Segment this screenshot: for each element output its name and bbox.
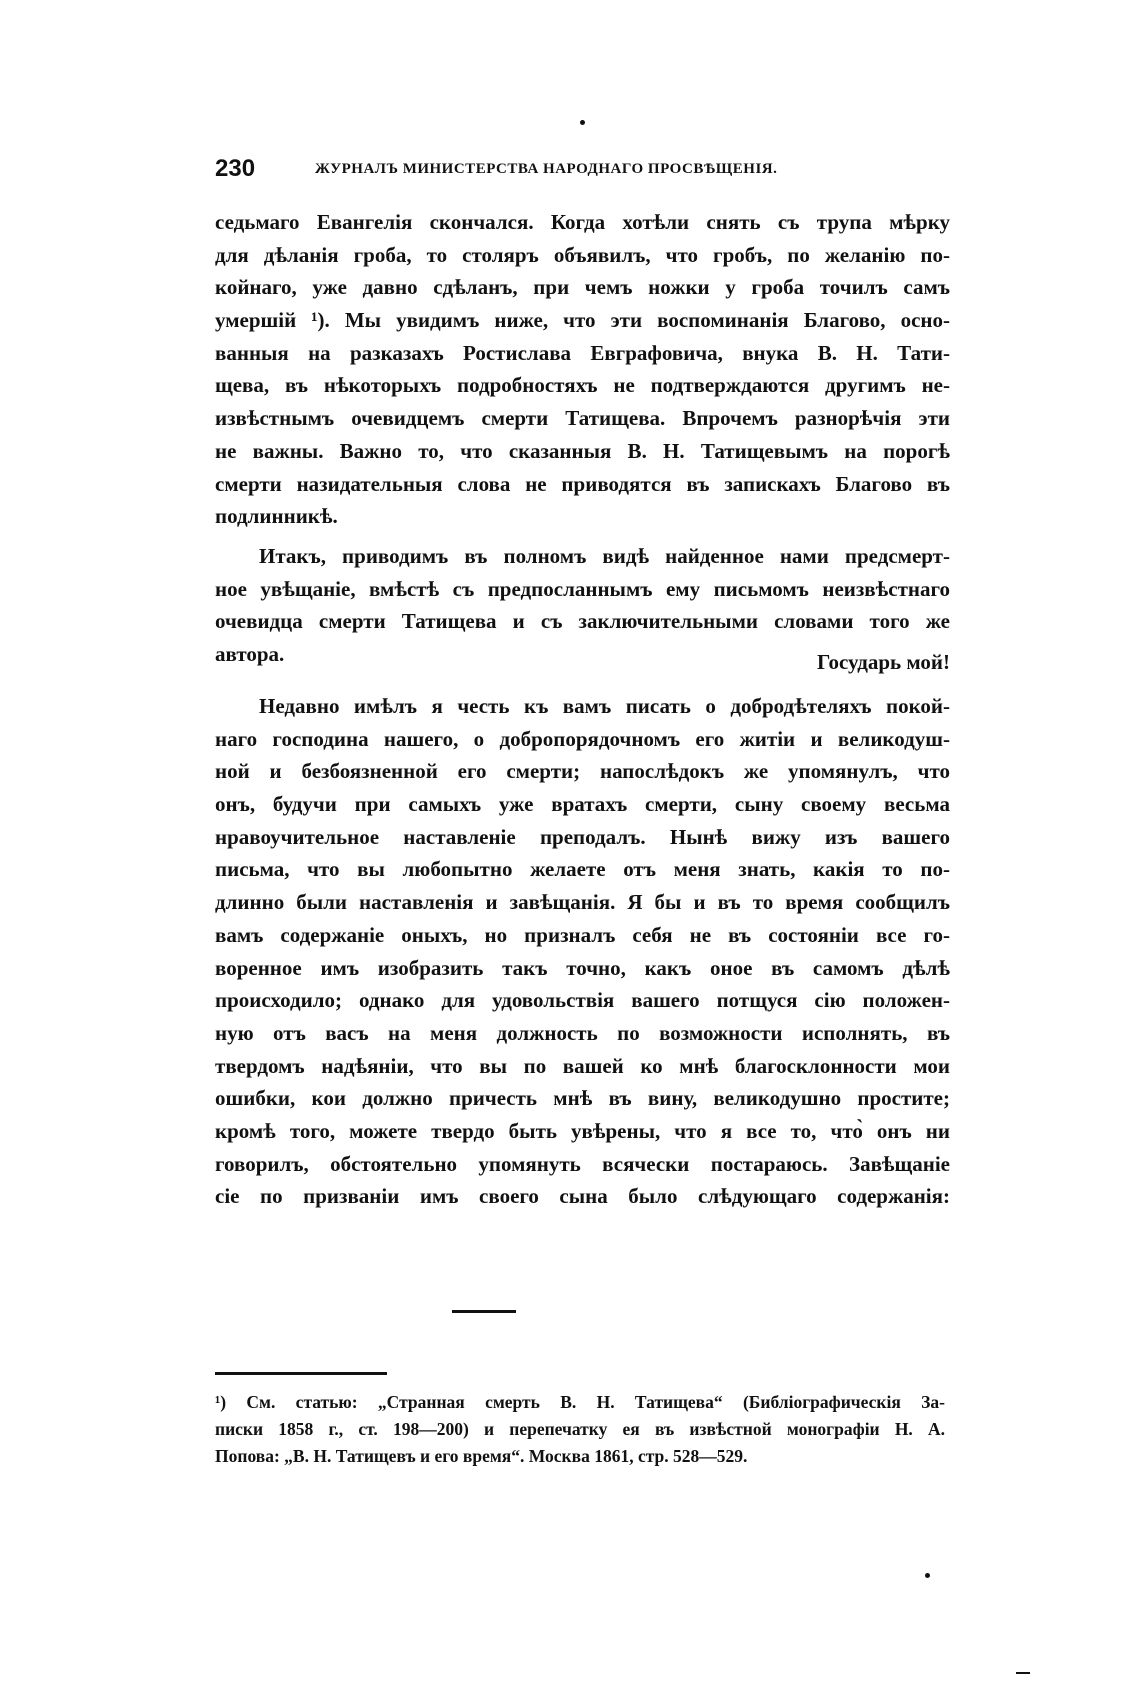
text-line: автора. [215, 642, 285, 667]
text-line: кромѣ того, можете твердо быть увѣрены, что я все то, что̀ онъ ни [215, 1118, 950, 1143]
scan-mark [1016, 1672, 1030, 1674]
text-line: происходило; однако для удовольствія вашего потщуся сію положен- [215, 988, 950, 1013]
text-line: смерти назидательныя слова не приводятся въ запискахъ Благово въ [215, 471, 950, 496]
letter-text [215, 690, 950, 1213]
text-line: очевидца смерти Татищева и съ заключительными словами того же [215, 609, 950, 634]
footnote-line: ¹) См. статью: „Странная смерть В. Н. Татищева“ (Библіографическія За- [215, 1392, 945, 1412]
text-line: щева, въ нѣкоторыхъ подробностяхъ не подтверждаются другимъ не- [215, 373, 950, 398]
footnote-line: писки 1858 г., ст. 198—200) и перепечатку ея въ извѣстной монографіи Н. А. [215, 1419, 945, 1439]
footnote-line: Попова: „В. Н. Татищевъ и его время“. Москва 1861, стр. 528—529. [215, 1446, 748, 1466]
text-line: длинно были наставленія и завѣщанія. Я бы и въ то время сообщилъ [215, 890, 950, 915]
text-line: твердомъ надѣяніи, что вы по вашей ко мнѣ благосклонности мои [215, 1053, 950, 1078]
text-line: подлинникѣ. [215, 504, 338, 529]
text-line: воренное имъ изобразить такъ точно, какъ оное въ самомъ дѣлѣ [215, 955, 950, 980]
text-line: Недавно имѣлъ я честь къ вамъ писать о добродѣтеляхъ покой- [259, 694, 950, 718]
text-line: ное увѣщаніе, вмѣстѣ съ предпосланнымъ ему письмомъ неизвѣстнаго [215, 576, 950, 601]
text-line: сіе по призваніи имъ своего сына было слѣдующаго содержанія: [215, 1184, 950, 1209]
running-title: ЖУРНАЛЪ МИНИСТЕРСТВА НАРОДНАГО ПРОСВѢЩЕНІЯ. [315, 161, 778, 177]
text-line: извѣстнымъ очевидцемъ смерти Татищева. Впрочемъ разнорѣчія эти [215, 406, 950, 431]
text-line: письма, что вы любопытно желаете отъ меня знать, какія то по- [215, 857, 950, 882]
text-line: онъ, будучи при самыхъ уже вратахъ смерти, сыну своему весьма [215, 792, 950, 817]
page-number: 230 [215, 155, 256, 182]
text-line: наго господина нашего, о добропорядочномъ его житіи и великодуш- [215, 726, 950, 751]
footnote-rule [215, 1372, 387, 1375]
footnote [215, 1389, 945, 1470]
text-line: говорилъ, обстоятельно упомянуть всячески постараюсь. Завѣщаніе [215, 1151, 950, 1176]
text-line: вамъ содержаніе оныхъ, но призналъ себя не въ состояніи все го- [215, 922, 950, 947]
page-header [215, 155, 885, 183]
text-line: умершій ¹). Мы увидимъ ниже, что эти воспоминанія Благово, осно- [215, 308, 950, 333]
text-line: для дѣланія гроба, то столяръ объявилъ, что гробъ, по желанію по- [215, 242, 950, 267]
salutation: Государь мой! [816, 650, 950, 674]
text-line: ной и безбоязненной его смерти; напослѣдокъ же упомянулъ, что [215, 759, 950, 784]
text-line: не важны. Важно то, что сказанныя В. Н. Татищевымъ на порогѣ [215, 438, 950, 463]
scan-speck [925, 1573, 930, 1578]
text-line: ошибки, кои должно причесть мнѣ въ вину, великодушно простите; [215, 1086, 950, 1111]
text-line: ную отъ васъ на меня должность по возможности исполнять, въ [215, 1020, 950, 1045]
text-line: Итакъ, приводимъ въ полномъ видѣ найденное нами предсмерт- [259, 544, 950, 568]
text-line: седьмаго Евангелія скончался. Когда хотѣли снять съ трупа мѣрку [215, 210, 950, 234]
text-line: нравоучительное наставленіе преподалъ. Нынѣ вижу изъ вашего [215, 824, 950, 849]
paragraph-1 [215, 206, 950, 533]
section-separator [452, 1310, 516, 1313]
scan-speck [580, 120, 585, 125]
text-line: койнаго, уже давно сдѣланъ, при чемъ ножки у гроба точилъ самъ [215, 275, 950, 300]
text-line: ванныя на разказахъ Ростислава Евграфовича, внука В. Н. Тати- [215, 340, 950, 365]
